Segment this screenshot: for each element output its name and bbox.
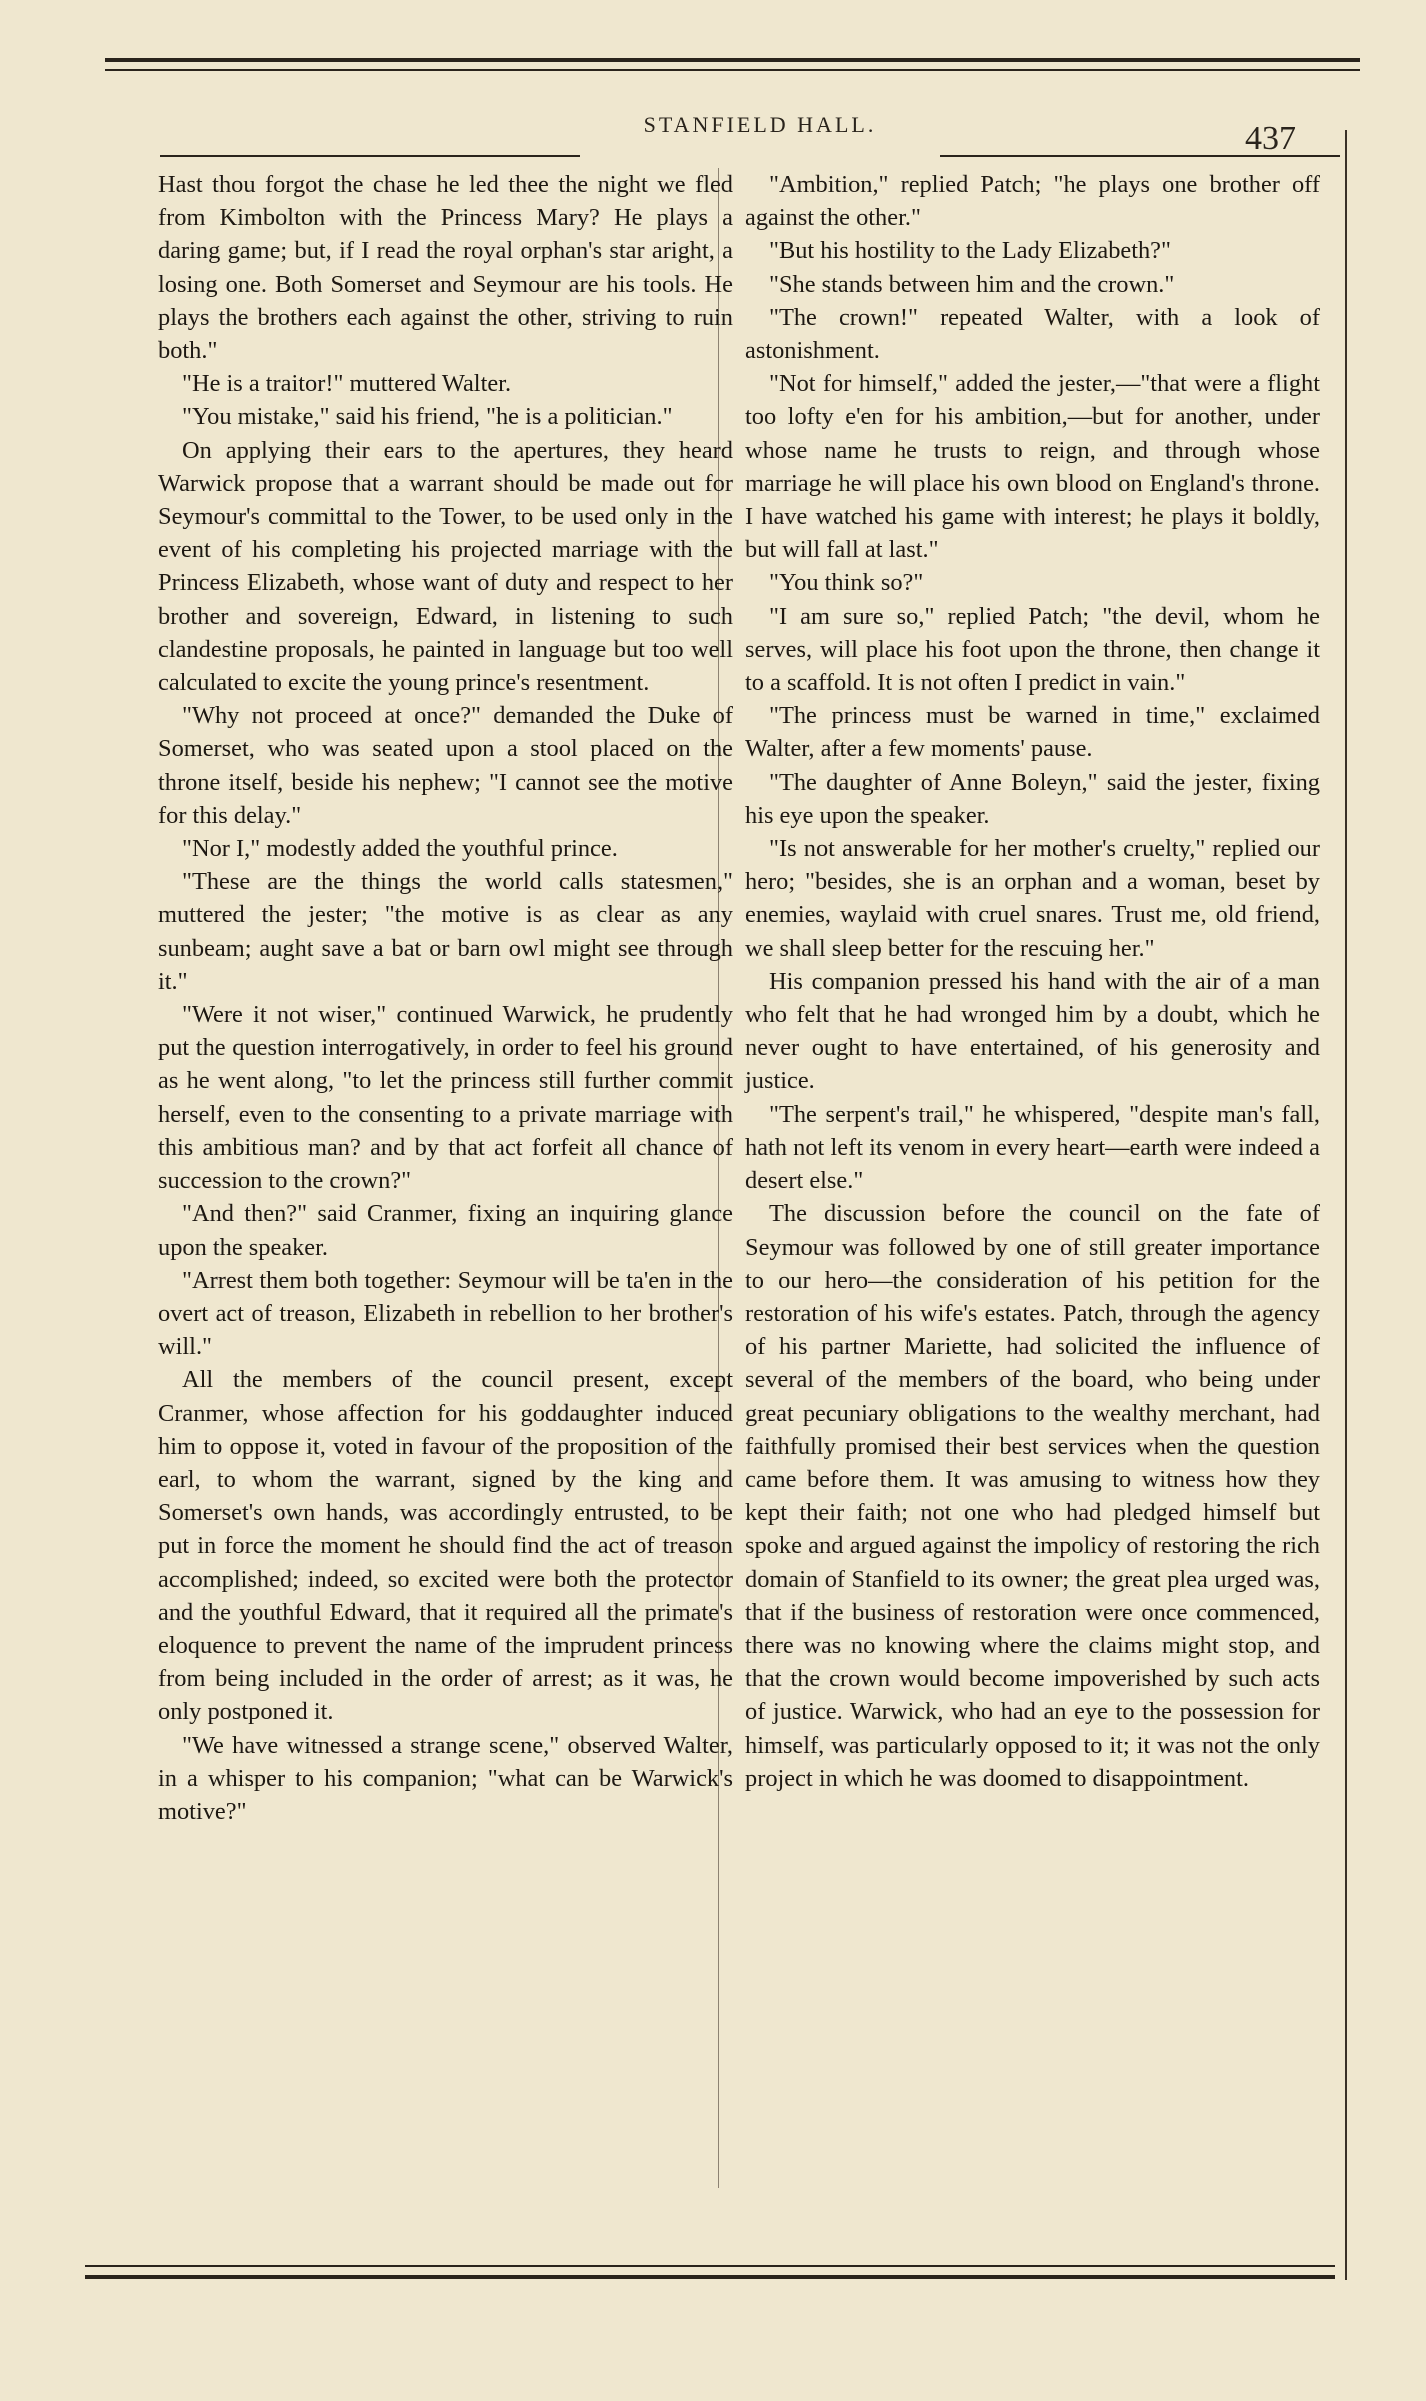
paragraph: "And then?" said Cranmer, fixing an inquiring glance upon the speaker. <box>158 1200 733 1261</box>
paragraph: "The daughter of Anne Boleyn," said the jester, fixing his eye upon the speaker. <box>745 768 1320 829</box>
paragraph: "Nor I," modestly added the youthful prince. <box>182 835 618 863</box>
page-edge-line <box>1345 130 1347 2280</box>
top-double-rule <box>105 58 1360 71</box>
running-title: STANFIELD HALL. <box>643 112 877 137</box>
paragraph: "Why not proceed at once?" demanded the Duke of Somerset, who was seated upon a stool placed on the throne itself, beside his nephew; "I cannot see the motive for this delay." <box>158 702 733 829</box>
paragraph: "The serpent's trail," he whispered, "despite man's fall, hath not left its venom in every heart—earth were indeed a desert else." <box>745 1100 1320 1195</box>
paragraph: "The crown!" repeated Walter, with a look of astonishment. <box>745 303 1320 365</box>
paragraph: "She stands between him and the crown." <box>769 270 1175 298</box>
paragraph: His companion pressed his hand with the air of a man who felt that he had wronged him by a doubt, which he never ought to have entertained, of his generosity and justice. <box>745 967 1320 1095</box>
paragraph: All the members of the council present, except Cranmer, whose affection for his goddaughter induced him to oppose it, voted in favour of the proposition of the earl, to whom the warrant, signed by the king and Somerset's own hands, was accordingly entrusted, to be put in force the moment he should find the act of treason accomplished; indeed, so excited were both the protector and the youthful Edward, that it required all the primate's eloquence to prevent the name of the imprudent princess from being included in the order of arrest; as it was, he only postponed it. <box>158 1366 733 1726</box>
bottom-double-rule <box>85 2265 1335 2279</box>
paragraph: "Is not answerable for her mother's cruelty," replied our hero; "besides, she is an orphan and a woman, beset by enemies, waylaid with cruel snares. Trust me, old friend, we shall sleep better for the rescuing her." <box>745 835 1320 962</box>
right-column <box>745 168 1320 1795</box>
paragraph: "But his hostility to the Lady Elizabeth?" <box>769 237 1171 265</box>
paragraph: "Ambition," replied Patch; "he plays one brother off against the other." <box>745 171 1320 232</box>
paragraph: The discussion before the council on the fate of Seymour was followed by one of still greater importance to our hero—the consideration of his petition for the restoration of his wife's estates. Patch, through the agency of his partner Mariette, had solicited the influence of several of the members of the board, who being under great pecuniary obligations to the wealthy merchant, had faithfully promised their best services when the question came before them. It was amusing to witness how they kept their faith; not one who had pledged himself but spoke and argued against the impolicy of restoring the rich domain of Stanfield to its owner; the great plea urged was, that if the business of restoration were once commenced, there was no knowing where the claims might stop, and that the crown would become impoverished by such acts of justice. Warwick, who had an eye to the possession for himself, was particularly opposed to it; it was not the only project in which he was doomed to disappointment. <box>745 1200 1320 1792</box>
paragraph: "Arrest them both together: Seymour will be ta'en in the overt act of treason, Elizabeth in rebellion to her brother's will." <box>158 1266 733 1361</box>
paragraph: "These are the things the world calls statesmen," muttered the jester; "the motive is as clear as any sunbeam; aught save a bat or barn owl might see through it." <box>158 868 733 995</box>
paragraph: "I am sure so," replied Patch; "the devil, whom he serves, will place his foot upon the throne, then change it to a scaffold. It is not often I predict in vain." <box>745 602 1320 697</box>
paragraph: "You mistake," said his friend, "he is a politician." <box>182 403 673 431</box>
paragraph: Hast thou forgot the chase he led thee the night we fled from Kimbolton with the Princess Mary? He plays a daring game; but, if I read the royal orphan's star aright, a losing one. Both Somerset and Seymour are his tools. He plays the brothers each against the other, striving to ruin both." <box>158 171 733 365</box>
paragraph: "The princess must be warned in time," exclaimed Walter, after a few moments' pause. <box>745 702 1320 763</box>
paragraph: "We have witnessed a strange scene," observed Walter, in a whisper to his companion; "what can be Warwick's motive?" <box>158 1731 733 1825</box>
header-rule-left <box>160 155 580 157</box>
paragraph: "Not for himself," added the jester,—"that were a flight too lofty e'en for his ambition,—but for another, under whose name he trusts to reign, and through whose marriage he will place his own blood on England's throne. I have watched his game with interest; he plays it boldly, but will fall at last." <box>745 370 1320 564</box>
left-column <box>158 168 733 1828</box>
paragraph: "Were it not wiser," continued Warwick, he prudently put the question interrogatively, in order to feel his ground as he went along, "to let the princess still further commit herself, even to the consenting to a private marriage with this ambitious man? and by that act forfeit all chance of succession to the crown?" <box>158 1001 733 1195</box>
page-number: 437 <box>1245 120 1296 157</box>
paragraph: On applying their ears to the apertures, they heard Warwick propose that a warrant should be made out for Seymour's committal to the Tower, to be used only in the event of his completing his projected marriage with the Princess Elizabeth, whose want of duty and respect to her brother and sovereign, Edward, in listening to such clandestine proposals, he painted in language but too well calculated to excite the young prince's resentment. <box>158 436 733 697</box>
paragraph: "He is a traitor!" muttered Walter. <box>182 370 512 398</box>
paragraph: "You think so?" <box>769 569 924 597</box>
